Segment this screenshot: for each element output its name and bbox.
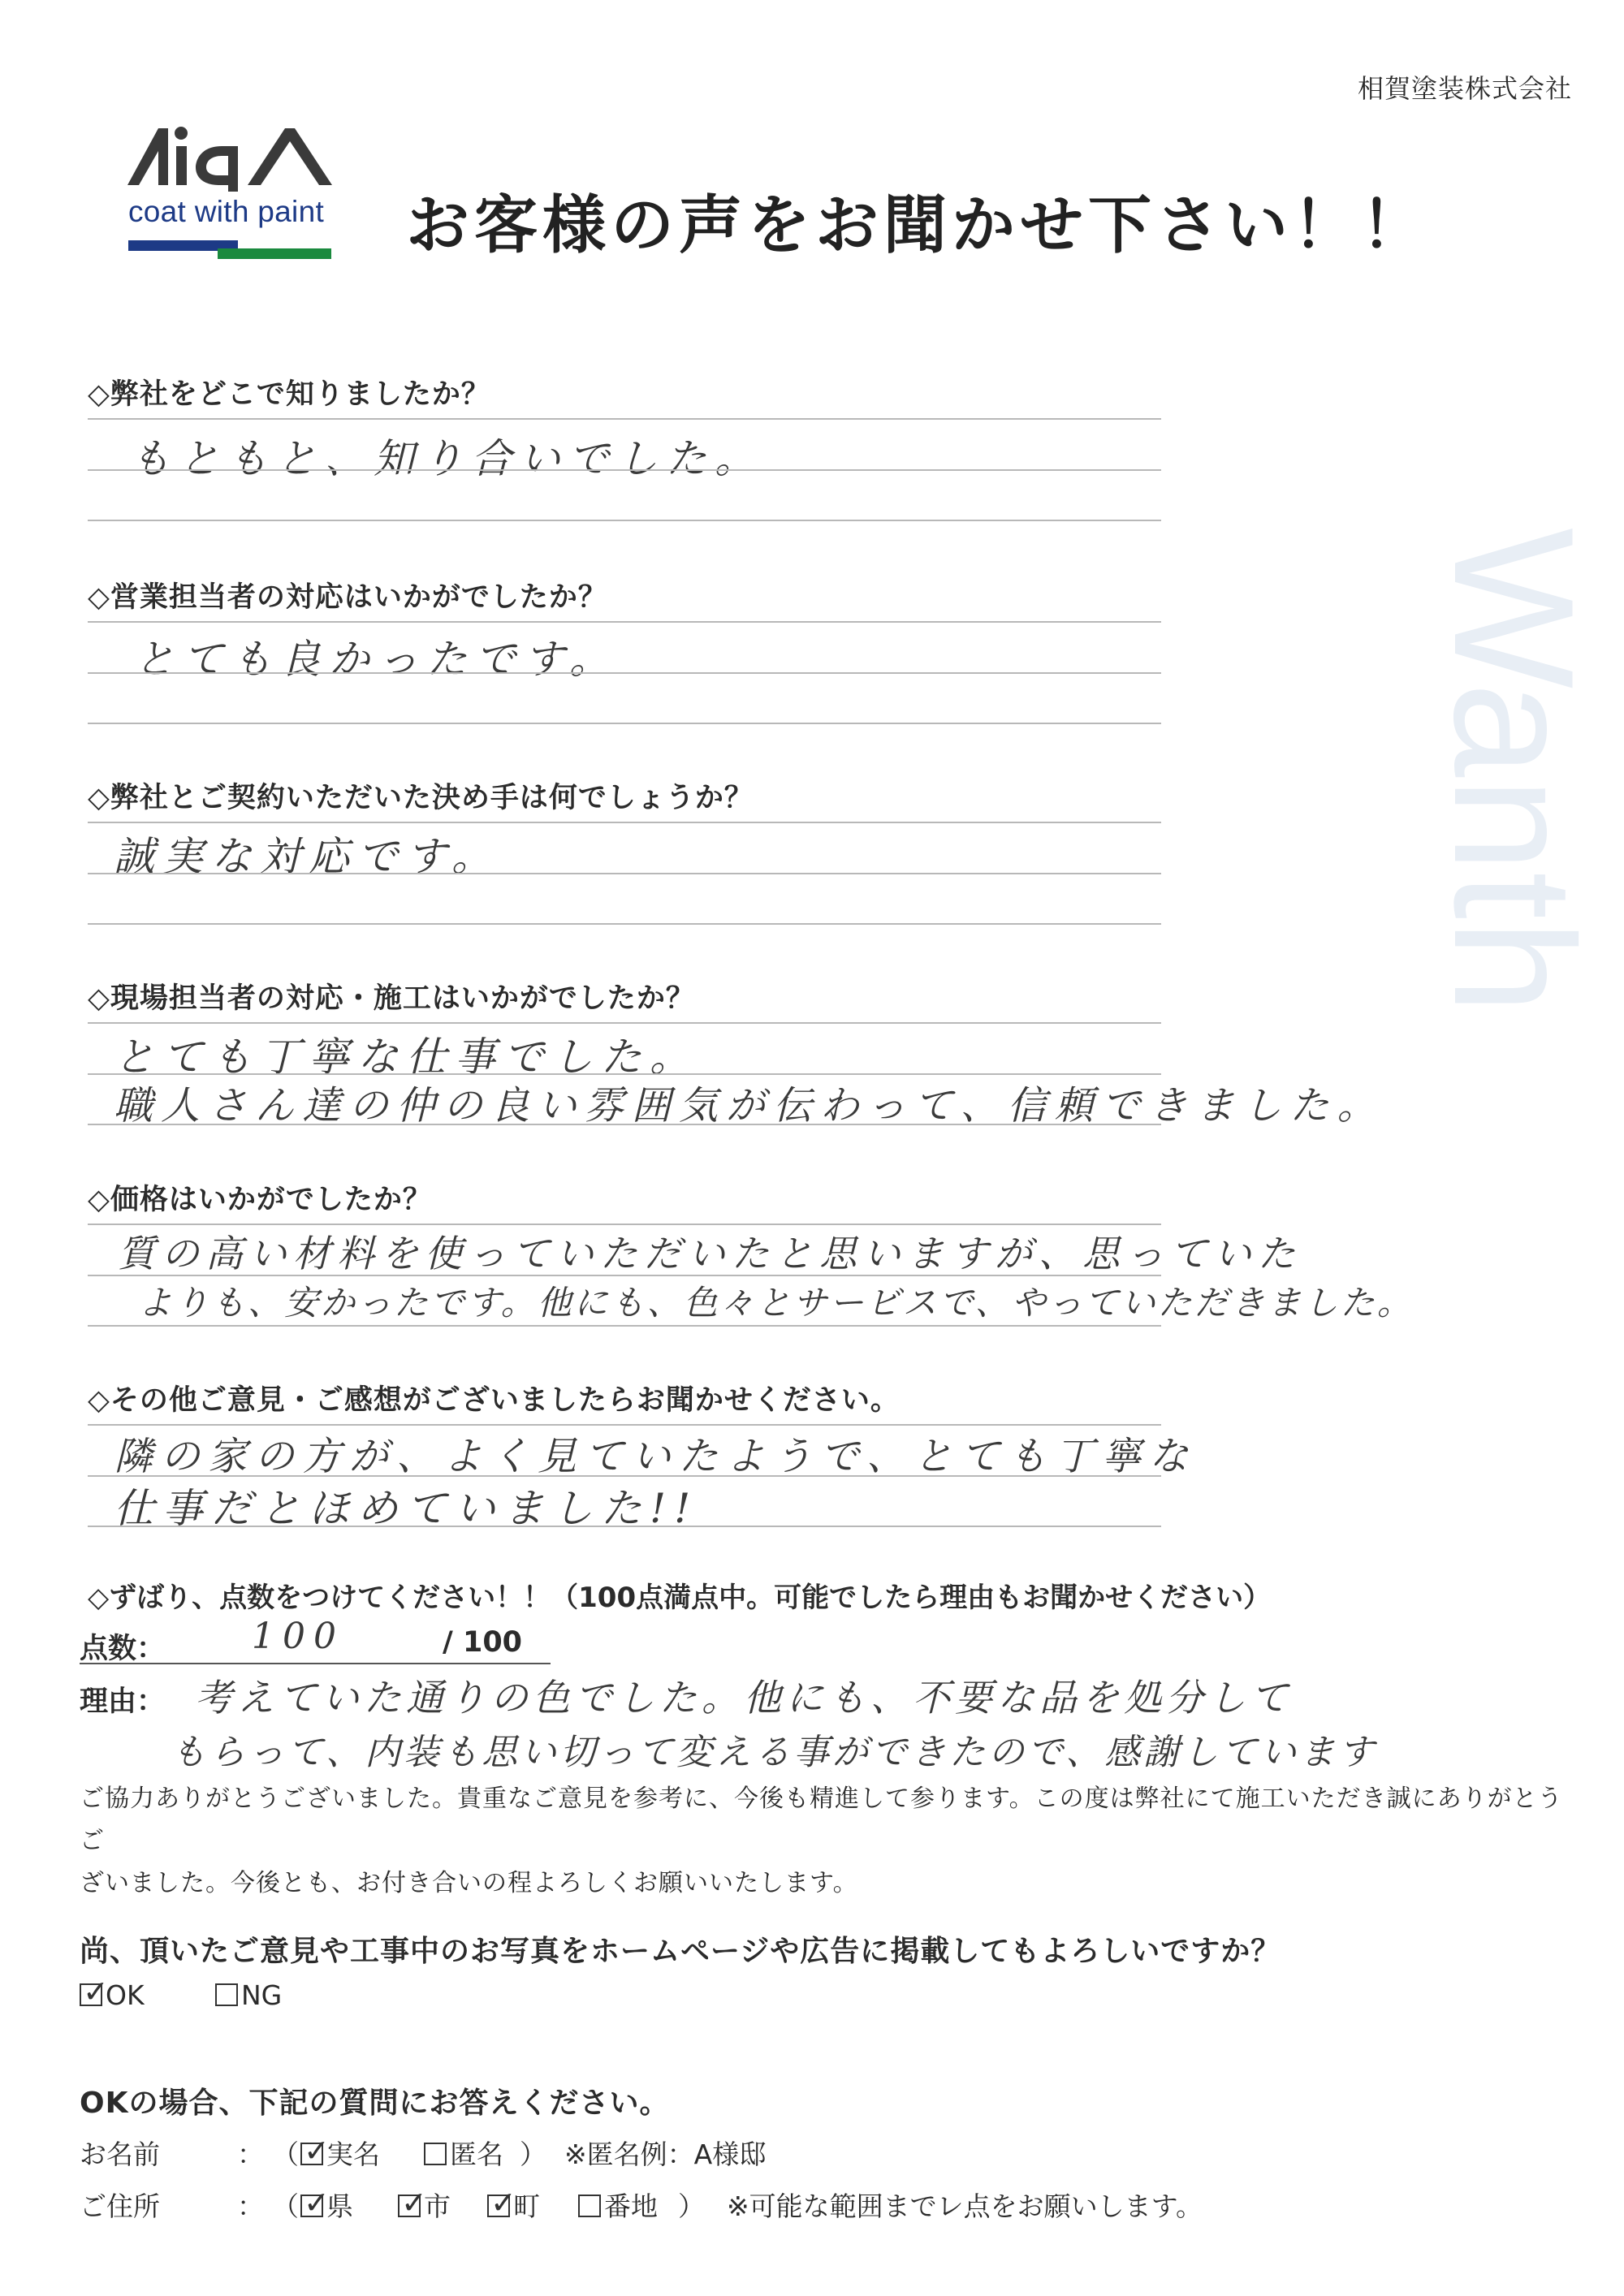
anon-checkbox[interactable]: [424, 2143, 447, 2165]
check-mark-icon: ✓: [304, 2133, 330, 2169]
answer-line: [88, 873, 1161, 874]
ng-label: NG: [241, 1979, 283, 2011]
city-label: 市: [424, 2190, 451, 2222]
reason-label: 理由：: [80, 1685, 166, 1718]
reason-line-2: もらって、内装も思い切って変える事ができたので、感謝しています: [171, 1732, 1378, 1773]
check-mark-icon: ✓: [83, 1974, 109, 2009]
answer-3-line-1: 誠実な対応です。: [114, 833, 500, 880]
score-value: 100: [252, 1616, 344, 1657]
answer-line: [88, 822, 1161, 823]
watermark-logo: [1419, 528, 1609, 2151]
town-option[interactable]: [487, 2186, 540, 2224]
name-open-paren: （: [272, 2138, 299, 2170]
address-open-paren: （: [272, 2190, 299, 2222]
answer-line: [88, 1325, 1161, 1327]
answer-line: [88, 1124, 1161, 1125]
city-option[interactable]: [398, 2186, 451, 2224]
thanks-line-2: ざいました。今後とも、お付き合いの程よろしくお願いいたします。: [80, 1869, 858, 1897]
logo-wordmark: [126, 122, 333, 187]
answer-5-line-2: よりも、安かったです。他にも、色々とサービスで、やっていただきました。: [138, 1283, 1414, 1323]
permission-ng-option[interactable]: [215, 1979, 282, 2011]
answer-6-line-1: 隣の家の方が、よく見ていたようで、とても丁寧な: [114, 1434, 1197, 1479]
question-4: ◇現場担当者の対応・施工はいかがでしたか？: [88, 982, 695, 1015]
reason-line-1: 考えていた通りの色でした。他にも、不要な品を処分して: [195, 1676, 1293, 1720]
pref-label: 県: [326, 2190, 353, 2222]
city-checkbox[interactable]: [398, 2185, 427, 2220]
permission-question: 尚、頂いたご意見や工事中のお写真をホームページや広告に掲載してもよろしいですか？: [80, 1935, 1281, 1968]
permission-ok-option[interactable]: [80, 1974, 145, 2011]
answer-line: [88, 1022, 1161, 1024]
real-name-checkbox[interactable]: [300, 2133, 330, 2169]
question-5: ◇価格はいかがでしたか？: [88, 1184, 432, 1216]
real-name-label: 実名: [326, 2138, 380, 2170]
logo-tagline: coat with paint: [128, 195, 325, 228]
check-mark-icon: ✓: [490, 2185, 516, 2220]
name-close-paren: ）: [520, 2138, 546, 2170]
town-checkbox[interactable]: [487, 2185, 516, 2220]
name-label: お名前: [80, 2138, 160, 2170]
pref-checkbox[interactable]: [300, 2185, 330, 2220]
answer-4-line-1: とても丁寧な仕事でした。: [114, 1034, 698, 1081]
company-name: 相賀塗装株式会社: [1357, 73, 1572, 104]
page-title: お客様の声をお聞かせ下さい！！: [406, 189, 1430, 262]
thanks-line-1: ご協力ありがとうございました。貴重なご意見を参考に、今後も精進して参ります。この度は弊社にて施工いただき誠にありがとうご: [80, 1785, 1563, 1855]
anon-label: 匿名: [450, 2138, 503, 2170]
question-6: ◇その他ご意見・ご感想がございましたらお聞かせください。: [88, 1384, 900, 1417]
watermark-text: Wanth: [1419, 528, 1609, 1015]
check-mark-icon: ✓: [304, 2185, 330, 2220]
company-logo: [126, 122, 337, 264]
lot-option[interactable]: [578, 2186, 658, 2224]
answer-2-line-1: とても良かったです。: [134, 636, 618, 683]
lot-checkbox[interactable]: [578, 2195, 601, 2217]
answer-line: [88, 723, 1161, 724]
question-3: ◇弊社とご契約いただいた決め手は何でしょうか？: [88, 782, 754, 814]
ng-checkbox[interactable]: [215, 1983, 238, 2006]
address-label: ご住所: [80, 2190, 160, 2222]
thanks-message: [80, 1778, 1582, 1905]
answer-5-line-1: 質の高い材料を使っていただいたと思いますが、思っていた: [118, 1232, 1302, 1275]
ok-label: OK: [106, 1979, 145, 2011]
score-max: / 100: [443, 1626, 523, 1659]
question-2: ◇営業担当者の対応はいかがでしたか？: [88, 581, 607, 614]
answer-line: [88, 520, 1161, 521]
address-colon: ：: [237, 2190, 264, 2222]
lot-label: 番地: [604, 2190, 658, 2222]
pref-option[interactable]: [300, 2186, 353, 2224]
ok-section-heading: OKの場合、下記の質問にお答えください。: [80, 2087, 670, 2120]
anon-option[interactable]: [424, 2134, 503, 2172]
real-name-option[interactable]: [300, 2134, 380, 2172]
answer-line: [88, 621, 1161, 623]
check-mark-icon: ✓: [401, 2185, 427, 2220]
logo-green-bar: [218, 248, 331, 259]
answer-line: [88, 469, 1161, 471]
score-label: 点数：: [80, 1633, 166, 1665]
answer-1-line-1: もともと、知り合いでした。: [130, 435, 763, 482]
answer-line: [88, 1526, 1161, 1527]
answer-line: [88, 418, 1161, 420]
score-underline: [80, 1663, 551, 1664]
score-question: ◇ずばり、点数をつけてください！！（100点満点中。可能でしたら理由もお聞かせください）: [88, 1582, 1272, 1614]
town-label: 町: [513, 2190, 540, 2222]
answer-line: [88, 923, 1161, 925]
answer-line: [88, 672, 1161, 674]
address-close-paren: ）: [678, 2190, 705, 2222]
answer-6-line-2: 仕事だとほめていました!!: [114, 1485, 699, 1532]
question-1: ◇弊社をどこで知りましたか？: [88, 378, 490, 411]
ok-checkbox[interactable]: [80, 1974, 109, 2009]
anon-example: ※匿名例：A様邸: [564, 2138, 767, 2170]
answer-4-line-2: 職人さん達の仲の良い雰囲気が伝わって、信頼できました。: [114, 1083, 1384, 1129]
name-colon: ：: [237, 2138, 264, 2170]
address-note: ※可能な範囲までレ点をお願いします。: [727, 2190, 1203, 2222]
